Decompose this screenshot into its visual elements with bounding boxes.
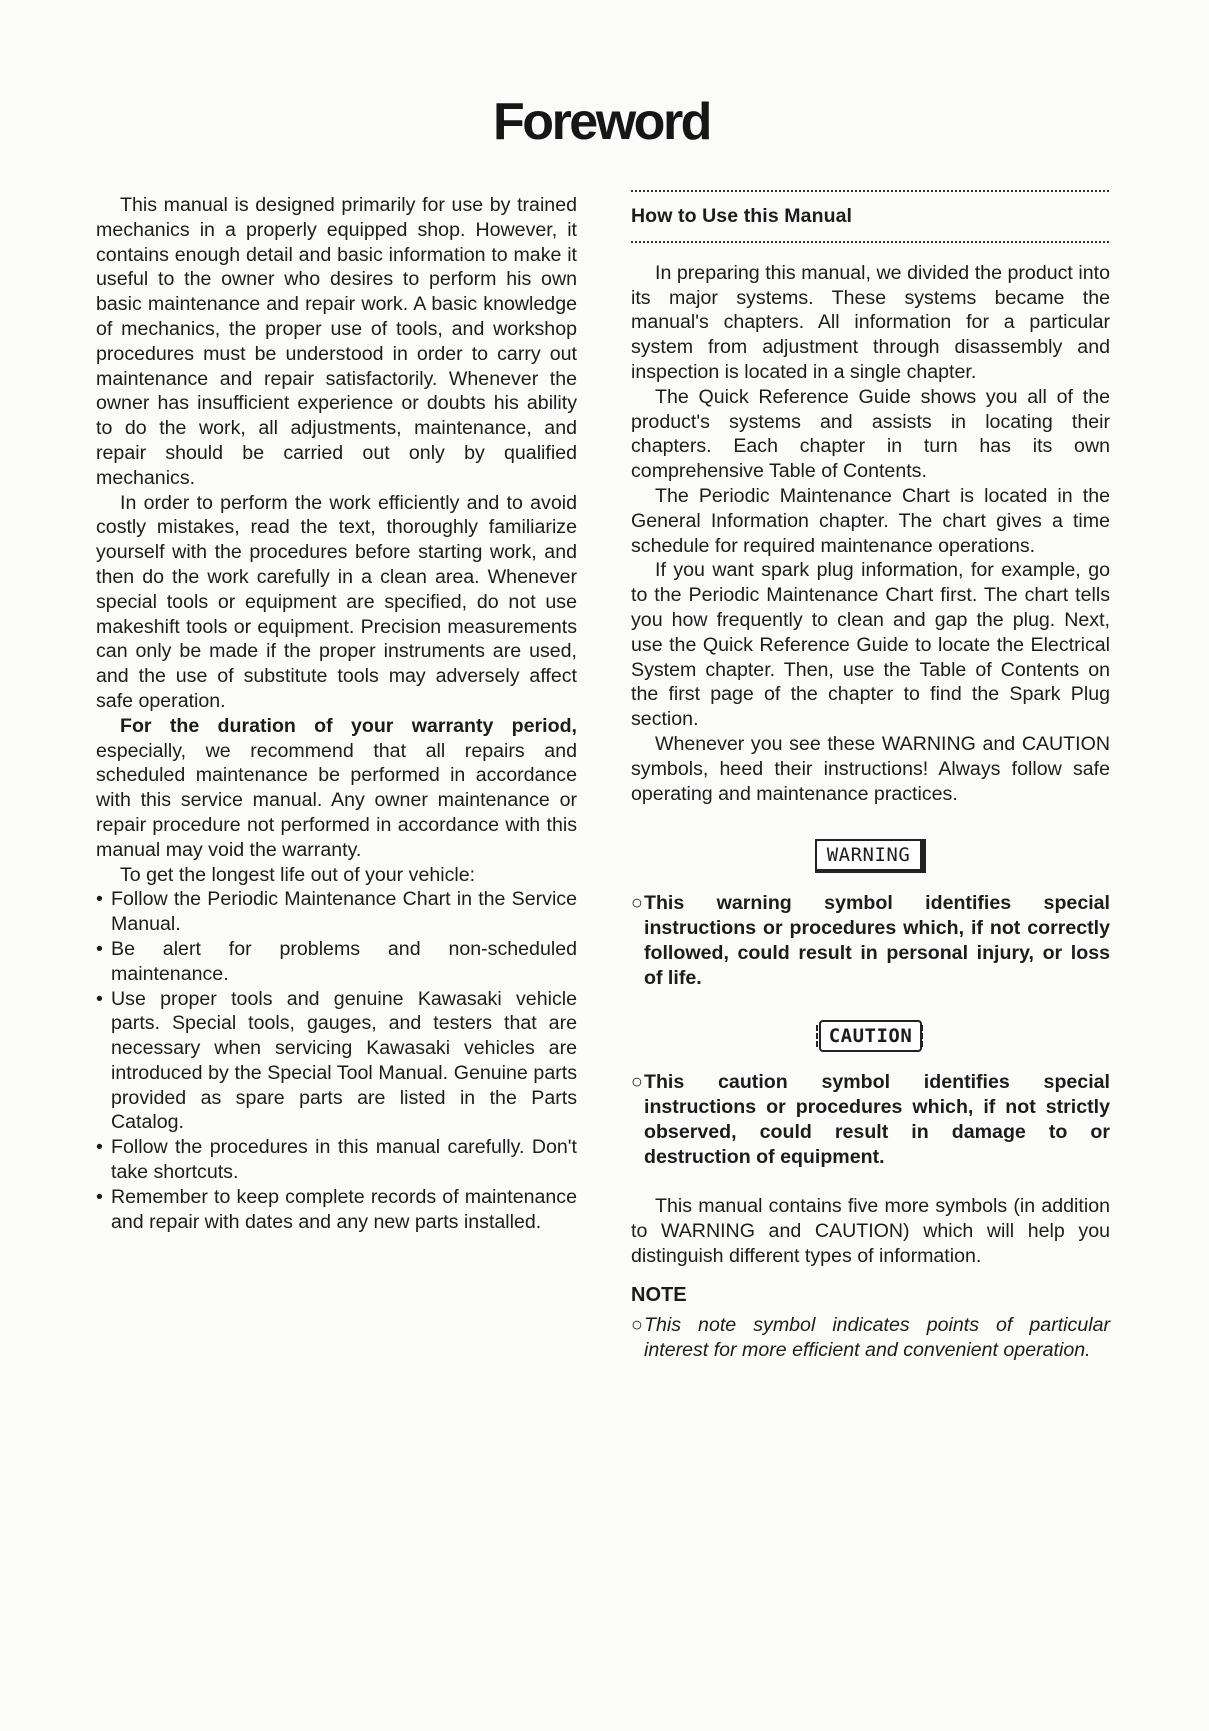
right-column [631, 190, 1110, 1363]
list-item-text: Be alert for problems and non-scheduled maintenance. [111, 937, 577, 985]
caution-description [631, 1070, 1110, 1169]
dotted-rule-top [631, 190, 1109, 192]
list-item [96, 937, 577, 987]
warning-list [631, 891, 1110, 990]
list-item [96, 987, 577, 1136]
symbols-paragraph: Whenever you see these WARNING and CAUTION symbols, heed their instructions! Always follow safe operating and maintenance practices. [631, 732, 1110, 805]
page-title: Foreword [493, 93, 710, 151]
list-item [96, 1185, 577, 1235]
dotted-rule-bottom [631, 241, 1109, 243]
note-symbol: NOTE [631, 1283, 687, 1306]
bullet-icon: • [96, 987, 103, 1010]
warning-symbol: WARNING [815, 839, 927, 873]
list-item-text: Remember to keep complete records of maintenance and repair with dates and any new parts installed. [111, 1185, 577, 1233]
bullet-icon: • [96, 888, 103, 911]
caution-symbol-wrap [631, 1020, 1110, 1052]
tips-list [96, 887, 577, 1234]
note-list [631, 1313, 1110, 1363]
warranty-paragraph [96, 714, 577, 863]
intro-paragraph: This manual is designed primarily for use by trained mechanics in a properly equipped shop. However, it contains enough detail and basic information to make it useful to the owner who desires to perform his own basic maintenance and repair work. A basic knowledge of mechanics, the proper use of tools, and workshop procedures must be understood in order to carry out maintenance and repair satisfactorily. Whenever the owner has insufficient experience or doubts his ability to do the work, all adjustments, maintenance, and repair should be carried out only by qualified mechanics. [96, 194, 577, 489]
bullet-icon: • [96, 1136, 103, 1159]
note-text: This note symbol indicates points of particular interest for more efficient and convenient operation. [644, 1314, 1110, 1362]
caution-list [631, 1070, 1110, 1169]
caution-text: This caution symbol identifies special instructions or procedures which, if not strictly observed, could result in damage to or destruction of equipment. [644, 1071, 1110, 1168]
bullet-icon: • [96, 1185, 103, 1208]
caution-symbol: CAUTION [819, 1020, 923, 1052]
warning-description [631, 891, 1110, 990]
section-heading: How to Use this Manual [631, 205, 853, 227]
quick-reference-paragraph: The Quick Reference Guide shows you all of the product's systems and assists in locating their chapters. Each chapter in turn has its own comprehensive Table of Contents. [631, 385, 1110, 483]
warranty-emphasis: For the duration of your warranty period, [120, 714, 577, 737]
maintenance-chart-paragraph: The Periodic Maintenance Chart is located in the General Information chapter. The chart gives a time schedule for required maintenance operations. [631, 484, 1110, 557]
circle-bullet-icon: ○ [631, 892, 643, 915]
list-item-text: Follow the Periodic Maintenance Chart in the Service Manual. [111, 888, 577, 936]
warning-text: This warning symbol identifies special instructions or procedures which, if not correctly followed, could result in personal injury, or loss of life. [644, 892, 1110, 989]
efficiency-paragraph: In order to perform the work efficiently and to avoid costly mistakes, read the text, thoroughly familiarize yourself with the procedures before starting work, and then do the work carefully in a clean area. Whenever special tools or equipment are specified, do not use makeshift tools or equipment. Precision measurements can only be made if the proper instruments are used, and the use of substitute tools may adversely affect safe operation. [96, 491, 577, 712]
circle-bullet-icon: ○ [631, 1314, 643, 1337]
more-symbols-paragraph: This manual contains five more symbols (in addition to WARNING and CAUTION) which will help you distinguish different types of information. [631, 1195, 1110, 1267]
left-column [96, 193, 577, 1234]
systems-paragraph: In preparing this manual, we divided the product into its major systems. These systems became the manual's chapters. All information for a particular system from adjustment through disassembly and inspection is located in a single chapter. [631, 261, 1110, 383]
longest-life-paragraph: To get the longest life out of your vehicle: [120, 863, 476, 886]
circle-bullet-icon: ○ [631, 1071, 643, 1094]
list-item-text: Follow the procedures in this manual carefully. Don't take shortcuts. [111, 1136, 577, 1184]
warning-symbol-wrap [631, 839, 1110, 873]
list-item-text: Use proper tools and genuine Kawasaki vehicle parts. Special tools, gauges, and testers that are necessary when servicing Kawasaki vehicles are introduced by the Special Tool Manual. Genuine parts provided as spare parts are listed in the Parts Catalog. [111, 987, 577, 1134]
bullet-icon: • [96, 937, 103, 960]
spark-plug-paragraph: If you want spark plug information, for example, go to the Periodic Maintenance Chart first. The chart tells you how frequently to clean and gap the plug. Next, use the Quick Reference Guide to locate the Electrical System chapter. Then, use the Table of Contents on the first page of the chapter to find the Spark Plug section. [631, 559, 1110, 731]
note-description [631, 1313, 1110, 1363]
list-item [96, 887, 577, 937]
warranty-text: especially, we recommend that all repairs and scheduled maintenance be performed in accordance with this service manual. Any owner maintenance or repair procedure not performed in accordance with this manual may void the warranty. [96, 739, 577, 861]
list-item [96, 1135, 577, 1185]
